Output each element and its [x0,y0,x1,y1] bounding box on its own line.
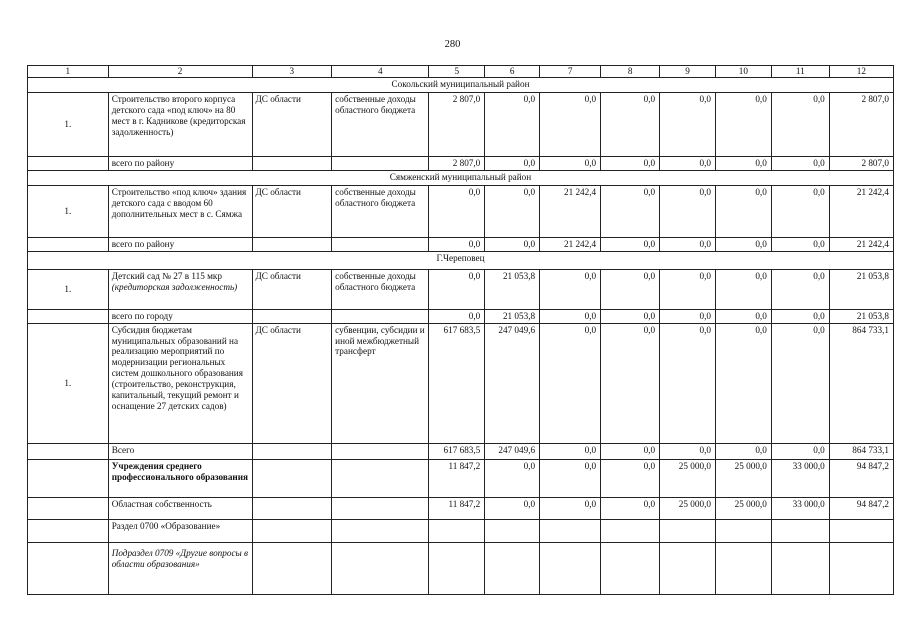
value-cell: 0,0 [660,92,716,156]
value-cell: 25 000,0 [660,459,716,497]
customer: ДС области [252,323,332,443]
value-cell: 25 000,0 [715,459,771,497]
section-row [28,77,894,92]
object-name: Субсидия бюджетам муниципальных образований на реализацию мероприятий по модернизации региональных систем дошкольного образования (строительство, реконструкция, капитальный, текущий ремонт и оснащение 27 детских садов) [108,323,252,443]
value-cell: 0,0 [485,185,540,237]
section-row [28,251,894,269]
total-row [28,309,894,323]
value-cell: 0,0 [601,92,660,156]
col-header: 8 [601,66,660,78]
value-cell: 0,0 [771,269,829,309]
value-cell: 94 847,2 [829,459,893,497]
value-cell: 617 683,5 [429,443,485,459]
value-cell: 0,0 [601,309,660,323]
value-cell: 0,0 [771,323,829,443]
value-cell: 21 053,8 [829,269,893,309]
value-cell: 0,0 [601,269,660,309]
budget-table [27,65,894,595]
col-header: 11 [771,66,829,78]
col-header: 3 [252,66,332,78]
category-name: Областная собственность [108,497,252,519]
value-cell: 0,0 [660,269,716,309]
value-cell: 0,0 [771,185,829,237]
customer: ДС области [252,185,332,237]
funding-source: субвенции, субсидии и иной межбюджетный трансферт [332,323,429,443]
value-cell: 0,0 [429,237,485,251]
table-row [28,519,894,542]
value-cell: 0,0 [601,443,660,459]
funding-source: собственные доходы областного бюджета [332,185,429,237]
object-name-note: (кредиторская задолженность) [111,281,238,292]
value-cell: 0,0 [485,156,540,170]
value-cell: 0,0 [601,323,660,443]
value-cell: 0,0 [660,443,716,459]
value-cell: 0,0 [771,309,829,323]
value-cell: 2 807,0 [829,92,893,156]
value-cell: 33 000,0 [771,497,829,519]
value-cell: 11 847,2 [429,459,485,497]
value-cell: 0,0 [429,309,485,323]
col-header: 4 [332,66,429,78]
table-row [28,185,894,237]
value-cell: 0,0 [601,237,660,251]
value-cell: 0,0 [429,269,485,309]
section-title: Сокольский муниципальный район [28,77,894,92]
row-index: 1. [28,269,109,309]
value-cell: 11 847,2 [429,497,485,519]
object-name: Строительство второго корпуса детского сада «под ключ» на 80 мест в г. Кадникове (кредиторская задолженность) [108,92,252,156]
value-cell: 0,0 [715,92,771,156]
value-cell: 2 807,0 [429,156,485,170]
col-header: 9 [660,66,716,78]
value-cell: 0,0 [485,459,540,497]
value-cell: 21 242,4 [829,185,893,237]
value-cell: 21 242,4 [829,237,893,251]
value-cell: 0,0 [660,237,716,251]
value-cell: 2 807,0 [429,92,485,156]
value-cell: 94 847,2 [829,497,893,519]
value-cell: 0,0 [540,269,601,309]
value-cell: 0,0 [715,323,771,443]
value-cell: 0,0 [601,459,660,497]
total-label: всего по городу [108,309,252,323]
value-cell: 0,0 [771,92,829,156]
value-cell: 0,0 [715,237,771,251]
row-index: 1. [28,185,109,237]
value-cell: 0,0 [540,323,601,443]
object-name: Строительство «под ключ» здания детского сада с вводом 60 дополнительных мест в с. Сямжа [108,185,252,237]
total-row [28,443,894,459]
header-row [28,66,894,78]
total-label: всего по району [108,237,252,251]
value-cell: 617 683,5 [429,323,485,443]
page-number: 280 [444,39,461,50]
value-cell: 0,0 [429,185,485,237]
value-cell: 0,0 [485,497,540,519]
col-header: 1 [28,66,109,78]
value-cell: 21 053,8 [829,309,893,323]
value-cell: 25 000,0 [660,497,716,519]
value-cell: 0,0 [660,156,716,170]
row-index: 1. [28,323,109,443]
total-label: всего по району [108,156,252,170]
value-cell: 0,0 [540,92,601,156]
row-index: 1. [28,92,109,156]
value-cell: 0,0 [715,443,771,459]
value-cell: 247 049,6 [485,323,540,443]
funding-source: собственные доходы областного бюджета [332,269,429,309]
funding-source: собственные доходы областного бюджета [332,92,429,156]
col-header: 5 [429,66,485,78]
value-cell: 0,0 [660,185,716,237]
value-cell: 864 733,1 [829,443,893,459]
value-cell: 0,0 [540,459,601,497]
table-row [28,459,894,497]
value-cell: 21 053,8 [485,269,540,309]
customer: ДС области [252,269,332,309]
section-title: Г.Череповец [28,251,894,269]
value-cell: 0,0 [771,237,829,251]
col-header: 10 [715,66,771,78]
value-cell: 25 000,0 [715,497,771,519]
col-header: 7 [540,66,601,78]
section-title: Сямженский муниципальный район [28,170,894,185]
value-cell: 0,0 [540,497,601,519]
value-cell: 0,0 [601,497,660,519]
value-cell: 0,0 [601,185,660,237]
total-label: Всего [108,443,252,459]
value-cell: 0,0 [540,156,601,170]
value-cell: 0,0 [540,309,601,323]
table-row [28,269,894,309]
value-cell: 0,0 [715,185,771,237]
customer: ДС области [252,92,332,156]
value-cell: 0,0 [660,323,716,443]
value-cell: 21 242,4 [540,237,601,251]
col-header: 2 [108,66,252,78]
value-cell: 0,0 [485,237,540,251]
section-heading: Раздел 0700 «Образование» [108,519,252,542]
subsection-heading: Подраздел 0709 «Другие вопросы в области образования» [108,542,252,594]
col-header: 12 [829,66,893,78]
value-cell: 0,0 [715,156,771,170]
value-cell: 21 242,4 [540,185,601,237]
value-cell: 0,0 [485,92,540,156]
category-name: Учреждения среднего профессионального образования [108,459,252,497]
value-cell: 0,0 [715,309,771,323]
table-row [28,323,894,443]
value-cell: 21 053,8 [485,309,540,323]
value-cell: 33 000,0 [771,459,829,497]
value-cell: 0,0 [660,309,716,323]
value-cell: 0,0 [540,443,601,459]
value-cell: 0,0 [715,269,771,309]
object-name [108,269,252,309]
value-cell: 247 049,6 [485,443,540,459]
value-cell: 2 807,0 [829,156,893,170]
col-header: 6 [485,66,540,78]
object-name-main: Детский сад № 27 в 115 мкр [111,270,222,281]
table-row [28,542,894,594]
table-row [28,497,894,519]
value-cell: 0,0 [601,156,660,170]
value-cell: 0,0 [771,156,829,170]
value-cell: 864 733,1 [829,323,893,443]
total-row [28,156,894,170]
table-row [28,92,894,156]
value-cell: 0,0 [771,443,829,459]
section-row [28,170,894,185]
total-row [28,237,894,251]
